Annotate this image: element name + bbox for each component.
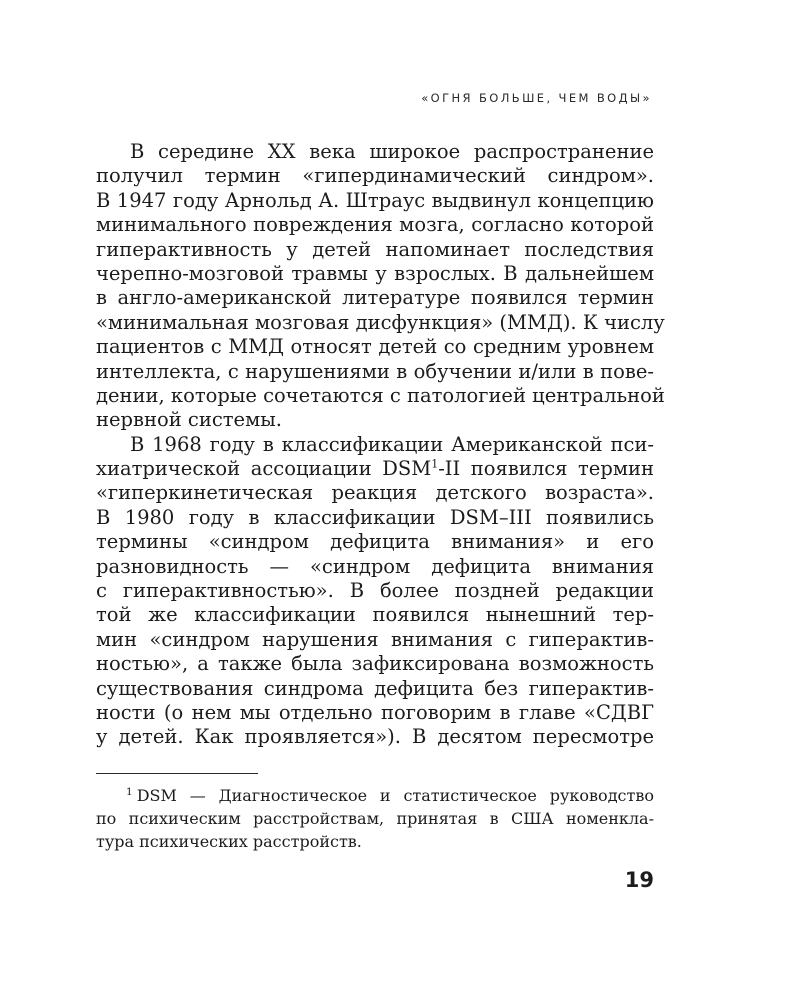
- footnote-mark: 1: [126, 785, 133, 798]
- footnote-line: [96, 784, 654, 807]
- footnote-line: тура психических расстройств.: [96, 832, 362, 851]
- text-line: той же классификации появился нынешний тер-: [96, 603, 654, 627]
- text-line: «минимальная мозговая дисфункция» (ММД). К числу: [96, 310, 665, 334]
- text-line: «гиперкинетическая реакция детского возраста».: [96, 481, 654, 505]
- text-line: минимального повреждения мозга, согласно которой: [96, 213, 654, 237]
- footnote-reference[interactable]: 1: [431, 457, 439, 471]
- text-line: интеллекта, с нарушениями в обучении и/или в пове-: [96, 359, 654, 383]
- text-line: разновидность — «синдром дефицита внимания: [96, 554, 654, 578]
- text-line: В 1947 году Арнольд А. Штраус выдвинул концепцию: [96, 188, 654, 212]
- text-line: термины «синдром дефицита внимания» и его: [96, 530, 654, 554]
- page-number: 19: [624, 868, 654, 892]
- text-line: получил термин «гипердинамический синдром».: [96, 164, 654, 188]
- text-line-with-footnote-ref: [96, 457, 654, 481]
- text-line: ности (о нем мы отдельно поговорим в главе «СДВГ: [96, 700, 654, 724]
- text-line: В 1980 году в классификации DSM–III появились: [96, 505, 654, 529]
- text-segment: -II появился термин: [438, 457, 654, 481]
- text-line: черепно-мозговой травмы у взрослых. В дальнейшем: [96, 261, 654, 285]
- text-line: у детей. Как проявляется»). В десятом пересмотре: [96, 725, 654, 749]
- text-line: существования синдрома дефицита без гиперактив-: [96, 676, 654, 700]
- footnote-divider: [96, 773, 258, 774]
- text-line: гиперактивность у детей напоминает последствия: [96, 237, 654, 261]
- text-line: с гиперактивностью». В более поздней редакции: [96, 579, 654, 603]
- text-line: В середине XX века широкое распространение: [130, 140, 654, 163]
- footnote-line: по психическим расстройствам, принятая в США номенкла-: [96, 809, 654, 828]
- text-line: пациентов с ММД относят детей со средним уровнем: [96, 335, 654, 359]
- running-head: «ОГНЯ БОЛЬШЕ, ЧЕМ ВОДЫ»: [421, 91, 652, 105]
- footnote: [96, 784, 654, 853]
- text-line: ностью», а также была зафиксирована возможность: [96, 652, 654, 676]
- footnote-text: DSM — Диагностическое и статистическое руководство: [136, 786, 654, 805]
- text-line: нервной системы.: [96, 408, 282, 432]
- text-segment: хиатрической ассоциации DSM: [96, 457, 432, 481]
- text-line: дении, которые сочетаются с патологией центральной: [96, 383, 665, 407]
- text-line: мин «синдром нарушения внимания с гиперактив-: [96, 627, 654, 651]
- text-line: В 1968 году в классификации Американской пси-: [130, 432, 654, 456]
- text-line: в англо-американской литературе появился термин: [96, 286, 654, 310]
- body-text: [96, 140, 665, 750]
